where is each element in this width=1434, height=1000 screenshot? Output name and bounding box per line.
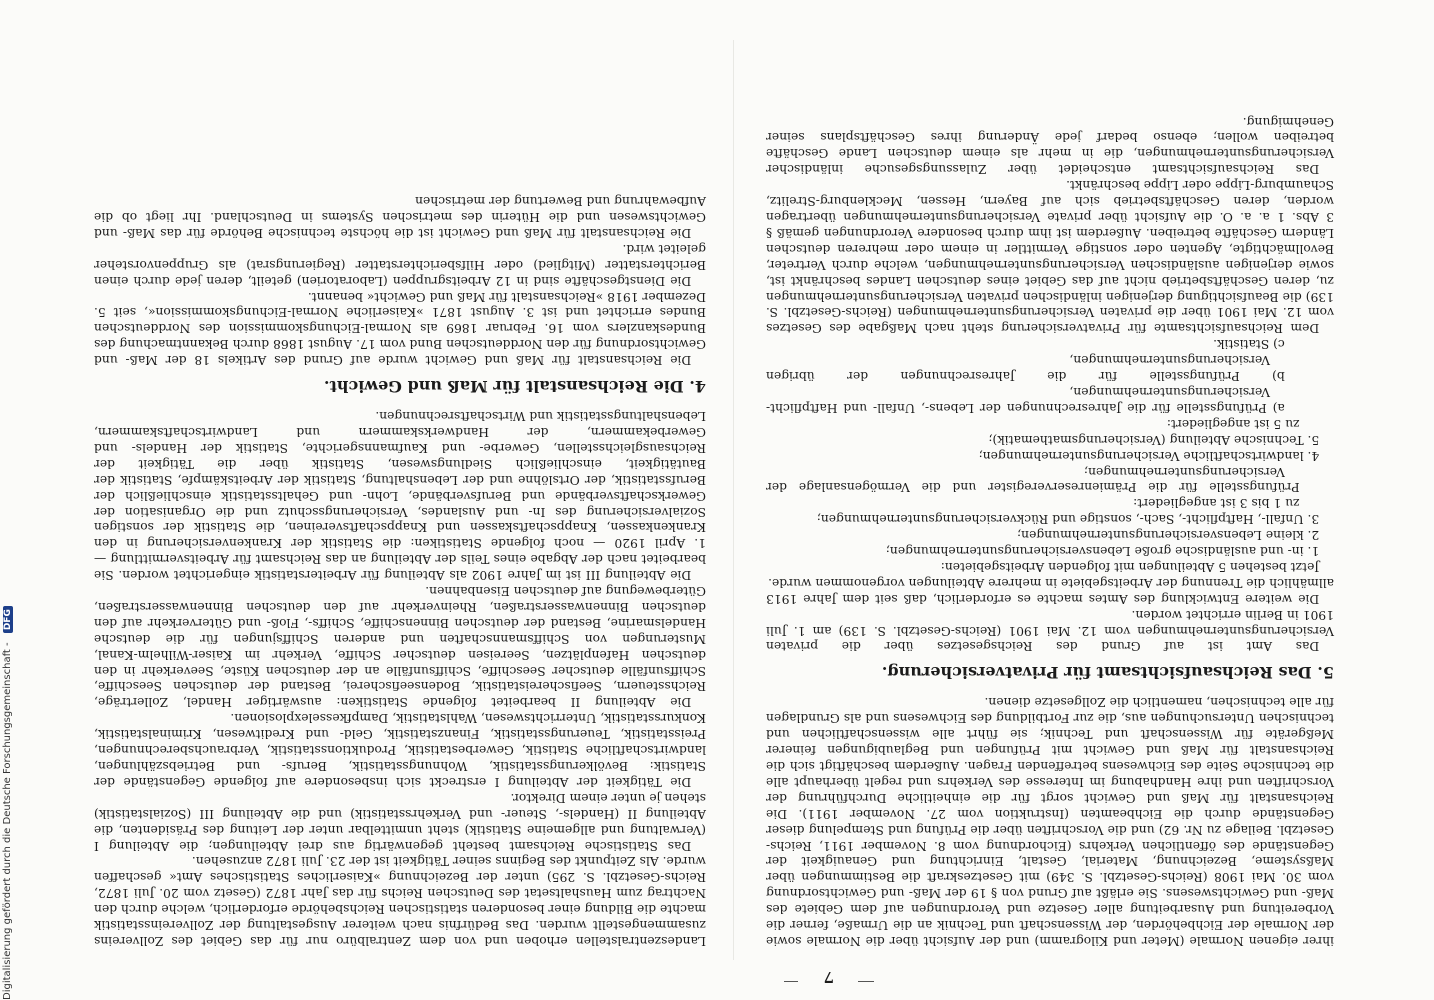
column-gutter: [733, 40, 734, 960]
dfg-logo: DFG: [3, 606, 13, 633]
paragraph: Die Reichsanstalt für Maß und Gewicht ist die höchste technische Behörde für das Maß- und Gewichtswesen und die Hüterin des metrischen Systems in Deutschland. Ihr liegt ob die Aufbewahrung und Bewertung der metrischen: [94, 194, 706, 240]
page-number: 7: [823, 968, 834, 986]
paragraph: Landeszentralstellen erhoben und von dem Zentralbüro nur für das Gebiet des Zollvereins zusammengestellt wurden. Das Bedürfnis nach weiterer Ausgestaltung der Zollvereinsstatistik machte die Bildung einer besonderen statistischen Reichsbehörde erforderlich, welche durch den Nachtrag zum Haushaltsetat des Deutschen Reichs für das Jahr 1872 (Gesetz vom 20. Juli 1872, Reichs-Gesetzbl. S. 295) unter der Bezeichnung »Kaiserliches Statistisches Amt« geschaffen wurde. Als Zeitpunkt des Beginns seiner Tätigkeit ist der 23. Juli 1872 anzusehen.: [94, 854, 706, 948]
footer-line: [2, 0, 13, 1000]
list-item: b) Prüfungsstelle für die Jahresrechnungen der übrigen Versicherungsunternehmungen,: [766, 353, 1285, 384]
heading-number: 5.: [1317, 663, 1334, 683]
paragraph: Die Abteilung II bearbeitet folgende Statistiken: auswärtiger Handel, Zollerträge, Reichssteuern, Seefischereistatistik, Bodenseefischerei, Bestand der deutschen Seeschiffe, Schiffsunfälle deutscher Seeschiffe, Schiffsunfälle an der deutschen Küste, Seeverkehr in den deutschen Hafenplätzen, Seereisen deutscher Schiffe, Verkehr im Kaiser-Wilhelm-Kanal, Musterungen von Schiffsmannschaften und anderen Schiffsjungen für die deutsche Handelsmarine, Bestand der deutschen Binnenschiffe, Schiffs-, Floß- und Güterverkehr auf den deutschen Binnenwasserstraßen, Rheinverkehr auf den deutschen Binnenwasserstraßen, Güterbewegung auf deutschen Eisenbahnen.: [94, 584, 706, 710]
list-item: 5. Technische Abteilung (Versicherungsmathematik);: [988, 432, 1320, 447]
paragraph: Jetzt bestehen 5 Abteilungen mit folgenden Arbeitsgebieten:: [940, 559, 1320, 574]
left-column: [766, 113, 1334, 948]
paragraph: Das Statistische Reichsamt besteht gegenwärtig aus drei Abteilungen; die Abteilung I (Verwaltung und allgemeine Statistik) steht unmittelbar unter der Leitung des Präsidenten, die Abteilung II (Handels-, Steuer- und Verkehrsstatistik) und die Abteilung III (Sozialstatistik) stehen je unter einem Direktor.: [94, 790, 706, 853]
list-item: 2. kleine Lebensversicherungsunternehmungen;: [1016, 528, 1320, 543]
paragraph: Die Reichsanstalt für Maß und Gewicht wurde auf Grund des Artikels 18 der Maß- und Gewichtsordnung für den Norddeutschen Bund vom 17. August 1868 durch Bekanntmachung des Bundeskanzlers vom 16. Februar 1869 als Normal-Eichungskommission des Norddeutschen Bundes errichtet und ist 3. August 1871 »Kaiserliche Normal-Eichungskommission«, seit 5. Dezember 1918 »Reichsanstalt für Maß und Gewicht« benannt.: [94, 289, 706, 368]
section-heading-5: [766, 662, 1334, 684]
paragraph: Die weitere Entwicklung des Amtes machte es erforderlich, daß seit dem Jahre 1913 allmählich die Trennung der Arbeitsgebiete in mehrere Abteilungen vorgenommen wurde.: [766, 575, 1334, 606]
list-item: 4. landwirtschaftliche Versicherungsunternehmungen;: [978, 448, 1320, 463]
list-item: 3. Unfall-, Haftpflicht-, Sach-, sonstige und Rückversicherungsunternehmungen;: [816, 512, 1320, 527]
list-item: Prüfungsstelle für die Prämienreserveregister und die Vermögensanlage der Versicherungsunternehmungen;: [766, 464, 1300, 495]
paragraph: Das Amt ist auf Grund des Reichsgesetzes über die privaten Versicherungsunternehmungen vom 12. Mai 1901 (Reichs-Gesetzbl. S. 139) am 1. Juli 1901 in Berlin errichtet worden.: [766, 607, 1334, 654]
paragraph: Die Abteilung III ist im Jahre 1902 als Abteilung für Arbeiterstatistik eingerichtet worden. Sie bearbeitet nach der Abgabe eines Teils der Abteilung an das Reichsamt für Arbeitsvermittlung — 1. April 1920 — noch folgende Statistiken: die Statistik der Krankenversicherung in den Krankenkassen, Knappschaftskassen und Knappschaftsvereinen, die Statistik der sonstigen Sozialversicherung des In- und Auslandes, Versicherungsschutz und die Organisation der Gewerkschaftsverbände und Berufsverbände, Lohn- und Gehaltsstatistik einschließlich der Berufsstatistik, der Ortslöhne und der Lebenshaltung, Statistik der Arbeitskämpfe, Statistik der Bautätigkeit, einschließlich Siedlungswesen, Statistik über die Tätigkeit der Reichsausgleichsstellen, Gewerbe- und Kaufmannsgerichte, Statistik der Handels- und Gewerbekammern, der Handwerkskammern und Landwirtschaftskammern, Lebenshaltungsstatistik und Wirtschaftsrechnungen.: [94, 409, 706, 583]
right-column: [94, 192, 706, 948]
heading-title: Die Reichsanstalt für Maß und Gewicht.: [323, 377, 684, 397]
section-heading-4: [94, 375, 706, 397]
paragraph: ihrer eigenen Normale (Meter und Kilogramm) und der Aufsicht über die Normale sowie der Normale der Eichbehörden, der Wissenschaft und Technik an die Urmaße, ferner die Vorbereitung und Ausarbeitung aller Gesetze und Verordnungen auf dem Gebiete des Maß- und Gewichtswesens. Sie erläßt auf Grund von § 19 der Maß- und Gewichtsordnung vom 30. Mai 1908 (Reichs-Gesetzbl. S. 349) mit Gesetzeskraft die Bestimmungen über Maßsysteme, Bezeichnung, Material, Gestalt, Einrichtung und Genauigkeit der Gegenstände des öffentlichen Verkehrs (Eichordnung vom 8. November 1911, Reichs-Gesetzbl. Beilage zu Nr. 62) und die Vorschriften über die Prüfung und Stempelung dieser Gegenstände durch die Eichbeamten (Instruktion vom 27. November 1911). Die Reichsanstalt für Maß und Gewicht sorgt für die einheitliche Durchführung der Vorschriften und ihre Handhabung im Interesse des Verkehrs und regelt überhaupt alle die technische Seite des Eichwesens betreffenden Fragen. Außerdem beschäftigt sich die Reichsanstalt für Maß und Gewicht mit Prüfungen und Beglaubigungen feinerer Meßgeräte für Wissenschaft und Technik; sie führt alle wissenschaftlichen und technischen Untersuchungen aus, die zur Fortbildung des Eichwesens und als Grundlagen für alle technischen, namentlich die Zollgesetze dienen.: [766, 695, 1334, 948]
heading-title: Das Reichsaufsichtsamt für Privatversicherung.: [881, 663, 1312, 683]
list-item: zu 5 ist angegliedert:: [1166, 416, 1300, 431]
header-dash-right: [784, 981, 798, 982]
paragraph: Das Reichsaufsichtsamt entscheidet über Zulassungsgesuche inländischer Versicherungsunternehmungen, die in mehr als einem deutschen Lande Geschäfte betreiben wollen; ebenso bedarf jede Änderung ihres Geschäftsplans seiner Genehmigung.: [766, 114, 1334, 177]
paragraph: Die Tätigkeit der Abteilung I erstreckt sich insbesondere auf folgende Gegenstände der Statistik: Bevölkerungsstatistik, Wohnungsstatistik, Berufs- und Betriebszählungen, landwirtschaftliche Statistik, Gewerbestatistik, Produktionsstatistik, Verbrauchsberechnungen, Preisstatistik, Teuerungsstatistik, Finanzstatistik, Geld- und Kreditwesen, Kriminalstatistik, Konkursstatistik, Unterrichtswesen, Wahlstatistik, Dampfkesselexplosionen.: [94, 711, 706, 789]
list-item: 1. in- und ausländische große Lebensversicherungsunternehmungen;: [885, 544, 1320, 559]
paragraph: Die Dienstgeschäfte sind in 12 Arbeitsgruppen (Laboratorien) geteilt, deren jede durch einen Berichterstatter (Mitglied) oder Hilfsberichterstatter (Regierungsrat) als Gruppenvorsteher geleitet wird.: [94, 241, 706, 288]
heading-number: 4.: [689, 377, 706, 397]
list-item: zu 1 bis 3 ist angegliedert:: [1133, 496, 1300, 511]
list-item: a) Prüfungsstelle für die Jahresrechnungen der Lebens-, Unfall- und Haftpflicht-Versicherungsunternehmungen,: [766, 385, 1285, 415]
paragraph: Dem Reichsaufsichtsamte für Privatversicherung steht nach Maßgabe des Gesetzes vom 12. Mai 1901 über die privaten Versicherungsunternehmungen (Reichs-Gesetzbl. S. 139) die Beaufsichtigung derjenigen inländischen privaten Versicherungsunternehmungen zu, deren Geschäftsbetrieb nicht auf das Gebiet eines deutschen Landes beschränkt ist, sowie derjenigen ausländischen Versicherungsunternehmungen, welche durch Vertreter, Bevollmächtigte, Agenten oder sonstige Vermittler in einem oder mehreren deutschen Ländern Geschäfte betreiben. Außerdem ist ihm durch besondere Verordnungen gemäß § 3 Abs. 1 a. a. O. die Aufsicht über private Versicherungsunternehmungen übertragen worden, deren Geschäftsbetrieb sich auf Bayern, Hessen, Mecklenburg-Strelitz, Schaumburg-Lippe oder Lippe beschränkt.: [766, 178, 1334, 336]
footer-text: Digitalisierung gefördert durch die Deutsche Forschungsgemeinschaft -: [2, 642, 13, 1000]
list-item: c) Statistik.: [1213, 337, 1285, 352]
header-dash-left: [858, 981, 874, 982]
